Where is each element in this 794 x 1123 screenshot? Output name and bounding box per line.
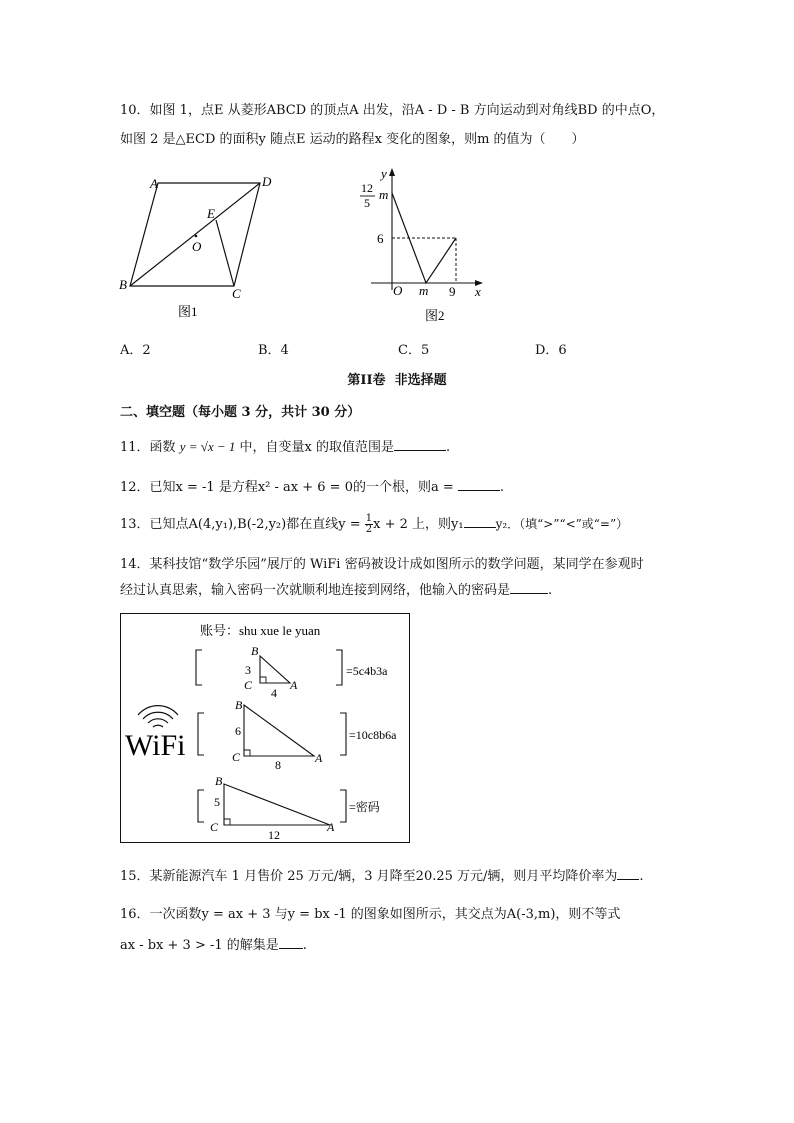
q15-answer-blank[interactable] (617, 867, 639, 880)
x-m-label: m (419, 283, 429, 298)
q16-line2 (120, 934, 307, 953)
t1-side-left: 3 (245, 663, 251, 677)
t1-right-angle (260, 677, 266, 683)
q15-text: 15．某新能源汽车 1 月售价 25 万元/辆，3 月降至20.25 万元/辆，则月平均降价率为 (120, 869, 618, 884)
label-o: O (192, 239, 202, 254)
axis-x-label: x (475, 284, 481, 299)
figure-1-rhombus (110, 168, 280, 323)
q16-line1: 16．一次函数y = ax + 3 与y = bx -1 的图象如图所示，其交点为A(-3,m)，则不等式 (120, 907, 621, 922)
label-b: B (119, 277, 127, 292)
t3-right-angle (224, 819, 230, 825)
wifi-icon (138, 706, 178, 727)
axis-y-label: y (381, 166, 387, 181)
q14-line1: 14．某科技馆“数学乐园”展厅的 WiFi 密码被设计成如图所示的数学问题，某同学在参观时 (120, 557, 644, 572)
t2-right-bracket (340, 713, 346, 755)
q14-end: . (548, 583, 553, 598)
t3-label-c: C (210, 820, 219, 834)
point-o (195, 235, 198, 238)
q13-mid: y₂．（填“>”“<”或“=”） (495, 517, 629, 531)
q12-end: . (499, 480, 505, 495)
q15-end: . (639, 869, 644, 884)
account-label: 账号：shu xue le yuan (200, 623, 321, 638)
t3-side-bottom: 12 (268, 828, 280, 842)
q11-answer-blank[interactable] (394, 438, 446, 451)
wifi-puzzle-box (120, 613, 412, 845)
t2-label-c: C (232, 750, 241, 764)
q13-frac-den: 2 (365, 524, 373, 535)
q13 (120, 513, 628, 535)
q11-suffix: 中，自变量x 的取值范围是 (235, 440, 395, 455)
t3-right-bracket (340, 790, 346, 822)
q14-line2 (120, 579, 552, 598)
option-b: B．4 (258, 343, 289, 358)
t3-result: =密码 (349, 800, 380, 814)
fig1-caption: 图1 (178, 304, 198, 319)
q12 (120, 476, 504, 495)
fig2-caption: 图2 (425, 308, 445, 323)
q16-end: . (302, 938, 307, 953)
q14-answer-blank[interactable] (510, 581, 548, 594)
option-a: A．2 (120, 343, 151, 358)
t2-side-left: 6 (235, 724, 241, 738)
q11-end: . (446, 440, 451, 455)
t1-label-b: B (251, 644, 259, 658)
q12-answer-blank[interactable] (458, 478, 500, 491)
q14-line2-text: 经过认真思索，输入密码一次就顺利地连接到网络，他输入的密码是 (120, 583, 511, 598)
t1-label-c: C (244, 678, 253, 692)
q13-fraction (365, 514, 373, 535)
t2-side-bottom: 8 (275, 758, 281, 772)
t2-label-a: A (315, 751, 323, 765)
y-6-label: 6 (377, 231, 384, 246)
triangle-2 (244, 705, 314, 756)
t1-left-bracket (196, 650, 202, 685)
y-axis-arrow (389, 168, 395, 176)
wifi-text: WiFi (125, 729, 186, 762)
q16-answer-blank[interactable] (279, 936, 303, 949)
fill-in-title: 二、填空题（每小题 3 分，共计 30 分） (120, 405, 361, 420)
t3-left-bracket (198, 790, 204, 822)
frac-denominator: 5 (364, 196, 370, 210)
label-d: D (262, 174, 272, 189)
t1-side-bottom: 4 (271, 686, 277, 700)
part-title: 第II卷 非选择题 (347, 373, 447, 388)
triangle-1 (260, 656, 290, 683)
t1-label-a: A (290, 678, 298, 692)
t3-label-b: B (215, 774, 223, 788)
t1-result: =5c4b3a (346, 664, 388, 678)
t2-right-angle (244, 750, 250, 756)
label-a: A (150, 176, 158, 191)
t1-right-bracket (336, 650, 342, 685)
t2-result: =10c8b6a (349, 728, 397, 742)
q16-line2-text: ax - bx + 3 > -1 的解集是 (120, 938, 279, 953)
t3-label-a: A (327, 820, 335, 834)
label-e: E (207, 206, 215, 221)
label-c: C (232, 286, 241, 301)
x-9-label: 9 (449, 284, 456, 299)
frac-numerator: 12 (361, 181, 373, 195)
q10-line2: 如图 2 是△ECD 的面积y 随点E 运动的路程x 变化的图象，则m 的值为（ ） (120, 132, 585, 147)
q13-answer-blank[interactable] (464, 515, 496, 528)
q13-prefix: 13．已知点A(4,y₁),B(-2,y₂)都在直线y = (120, 517, 361, 532)
q11-prefix: 11．函数 (120, 440, 180, 455)
q11-formula: y = √x − 1 (179, 439, 236, 454)
q13-frac-num: 1 (365, 513, 373, 524)
q15 (120, 865, 644, 884)
triangle-3 (224, 784, 330, 825)
segment-ec (216, 220, 234, 286)
diagonal-bd (130, 183, 260, 286)
q11 (120, 436, 450, 455)
origin-label: O (393, 283, 403, 298)
figure-2-graph (355, 165, 490, 327)
q13-suffix: x + 2 上，则y₁ (373, 517, 464, 532)
q12-text: 12．已知x = -1 是方程x² - ax + 6 = 0的一个根，则a = (120, 480, 458, 495)
q10-line1: 10．如图 1，点E 从菱形ABCD 的顶点A 出发，沿A - D - B 方向运动到对角线BD 的中点O， (120, 103, 665, 118)
t3-side-left: 5 (214, 795, 220, 809)
option-d: D．6 (535, 343, 567, 358)
y-m-label: m (379, 187, 389, 202)
option-c: C．5 (398, 343, 430, 358)
t2-left-bracket (198, 713, 204, 755)
t2-label-b: B (235, 698, 243, 712)
